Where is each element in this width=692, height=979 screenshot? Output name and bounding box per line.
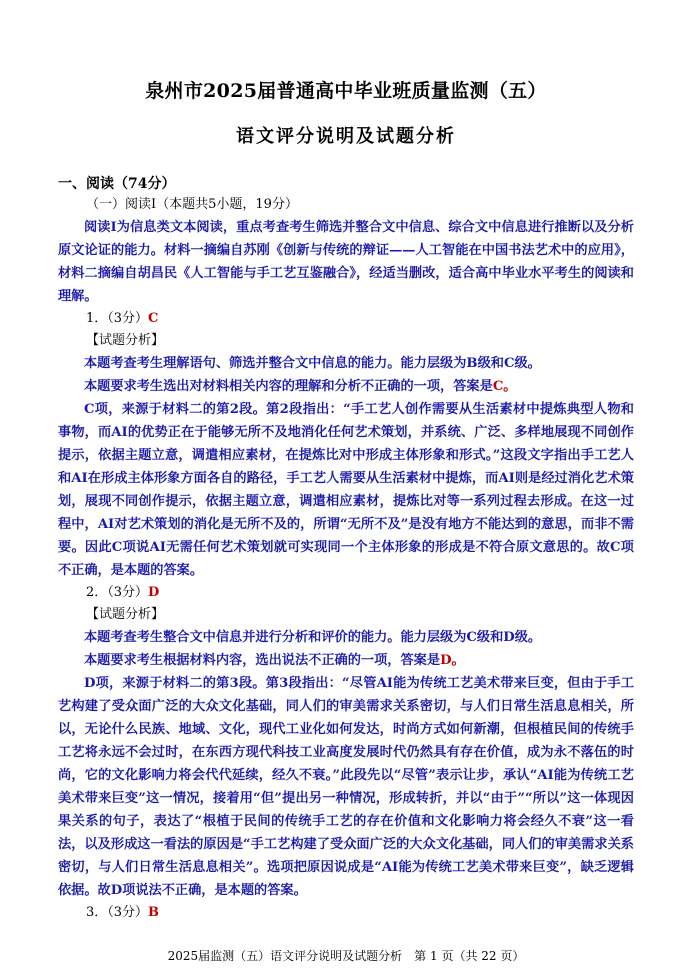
question-2-answer: D <box>148 585 160 600</box>
question-2-header <box>58 582 634 604</box>
question-2-paragraph-3: D项，来源于材料二的第3段。第3段指出：“尽管AI能为传统工艺美术带来巨变，但由于手工艺构建了受众面广泛的大众文化基础，同人们的审美需求关系密切，与人们日常生活息息相关，所以，无论什么民族、地域、文化，现代工业化如何发达，时尚方式如何新潮，但根植民间的传统手工艺将永远不会过时，在东西方现代科技工业高度发展时代仍然具有存在价值，成为永不落伍的时尚，它的文化影响力将会代代延续，经久不衰。”此段先以“尽管”表示让步，承认“AI能为传统工艺美术带来巨变”这一情况，接着用“但”提出另一种情况，形成转折，并以“由于”“所以”这一体现因果关系的句子，表达了“根植于民间的传统手工艺的存在价值和文化影响力将会经久不衰”这一看法，以及形成这一看法的原因是“手工艺构建了受众面广泛的大众文化基础，同人们的审美需求关系密切，与人们日常生活息息相关”。选项把原因说成是“AI能为传统工艺美术带来巨变”，缺乏逻辑依据。故D项说法不正确，是本题的答案。 <box>58 676 634 898</box>
question-1-paragraph-2 <box>58 375 634 398</box>
question-3-header <box>58 902 634 924</box>
question-1-paragraph-1: 本题考查考生理解语句、筛选并整合文中信息的能力。能力层级为B级和C级。 <box>84 356 541 371</box>
question-1-analysis-label: 【试题分析】 <box>86 333 165 348</box>
question-2-paragraph-1: 本题考查考生整合文中信息并进行分析和评价的能力。能力层级为C级和D级。 <box>84 630 542 645</box>
question-1-answer: C <box>148 311 159 326</box>
question-3-number: 3．（3分） <box>86 905 149 920</box>
sub-section-heading <box>58 194 634 216</box>
question-1-paragraph-3: C项，来源于材料二的第2段。第2段指出：“手工艺人创作需要从生活素材中提炼典型人物和事物，而AI的优势正在于能够无所不及地消化任何艺术策划，并系统、广泛、多样地展现不同创作提示，依据主题立意，调遣相应素材，在提炼比对中形成主体形象和形式。”这段文字指出手工艺人和AI在形成主体形象方面各自的路径，手工艺人需要从生活素材中提炼，而AI则是经过消化艺术策划，展现不同创作提示，依据主题立意，调遣相应素材，提炼比对等一系列过程去形成。在这一过程中，AI对艺术策划的消化是无所不及的，所谓“无所不及”是没有地方不能达到的意思，而非不需要。因此C项说AI无需任何艺术策划就可实现同一个主体形象的形成是不符合原文意思的。故C项不正确，是本题的答案。 <box>58 402 634 578</box>
document-title: 泉州市2025届普通高中毕业班质量监测（五） <box>145 80 547 102</box>
question-1-number: 1．（3分） <box>86 311 149 326</box>
question-1-paragraph-2-answer: C。 <box>492 379 517 394</box>
document-subtitle: 语文评分说明及试题分析 <box>236 126 456 147</box>
question-2-number: 2．（3分） <box>86 585 149 600</box>
sub-heading-prefix: （一）阅读Ⅰ <box>86 197 157 212</box>
question-2-analysis-label: 【试题分析】 <box>86 607 165 622</box>
sub-heading-note: （本题共5小题，19分） <box>156 197 298 212</box>
question-3-answer: B <box>148 905 160 920</box>
section-heading-reading: 一、阅读（74分） <box>58 176 176 192</box>
question-2-paragraph-2-answer: D。 <box>440 653 465 668</box>
question-2-paragraph-2-text: 本题要求考生根据材料内容，选出说法不正确的一项，答案是 <box>84 653 441 668</box>
question-2-paragraph-2 <box>58 649 634 672</box>
question-1-paragraph-2-text: 本题要求考生选出对材料相关内容的理解和分析不正确的一项，答案是 <box>84 379 493 394</box>
question-1-header <box>58 308 634 330</box>
section-intro: 阅读Ⅰ为信息类文本阅读，重点考查考生筛选并整合文中信息、综合文中信息进行推断以及分析原文论证的能力。材料一摘编自苏刚《创新与传统的辩证——人工智能在中国书法艺术中的应用》，材料二摘编自胡昌民《人工智能与手工艺互鉴融合》，经适当删改，适合高中毕业水平考生的阅读和理解。 <box>58 220 634 304</box>
page-footer: 2025届监测（五）语文评分说明及试题分析 第 1 页（共 22 页） <box>167 949 525 963</box>
